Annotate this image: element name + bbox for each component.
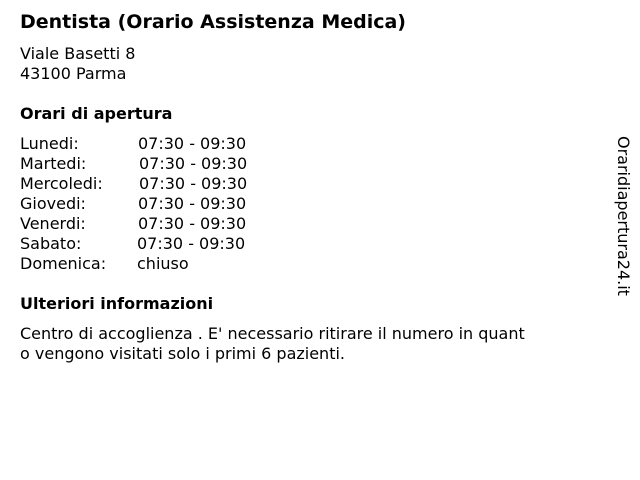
more-info-text-line2: o vengono visitati solo i primi 6 pazienti. bbox=[20, 344, 345, 363]
hours-time-value: 07:30 - 09:30 bbox=[139, 174, 248, 193]
site-watermark: Oraridiapertura24.it bbox=[614, 136, 633, 296]
page-title: Dentista (Orario Assistenza Medica) bbox=[20, 11, 406, 33]
hours-day-label: Domenica: bbox=[20, 254, 107, 273]
hours-time-value: 07:30 - 09:30 bbox=[138, 194, 247, 213]
hours-day-label: Martedi: bbox=[20, 154, 87, 173]
more-info-heading: Ulteriori informazioni bbox=[20, 294, 214, 313]
hours-time-value: 07:30 - 09:30 bbox=[138, 214, 247, 233]
hours-day-label: Sabato: bbox=[20, 234, 82, 253]
hours-day-label: Venerdi: bbox=[20, 214, 86, 233]
hours-time-value: chiuso bbox=[137, 254, 189, 273]
hours-day-label: Giovedi: bbox=[20, 194, 86, 213]
hours-time-value: 07:30 - 09:30 bbox=[137, 234, 246, 253]
address-city: 43100 Parma bbox=[20, 64, 127, 83]
hours-time-value: 07:30 - 09:30 bbox=[139, 154, 248, 173]
hours-day-label: Mercoledi: bbox=[20, 174, 103, 193]
address-street: Viale Basetti 8 bbox=[20, 44, 136, 63]
hours-time-value: 07:30 - 09:30 bbox=[138, 134, 247, 153]
more-info-text-line1: Centro di accoglienza . E' necessario ritirare il numero in quant bbox=[20, 324, 525, 343]
hours-day-label: Lunedi: bbox=[20, 134, 79, 153]
opening-hours-heading: Orari di apertura bbox=[20, 104, 173, 123]
